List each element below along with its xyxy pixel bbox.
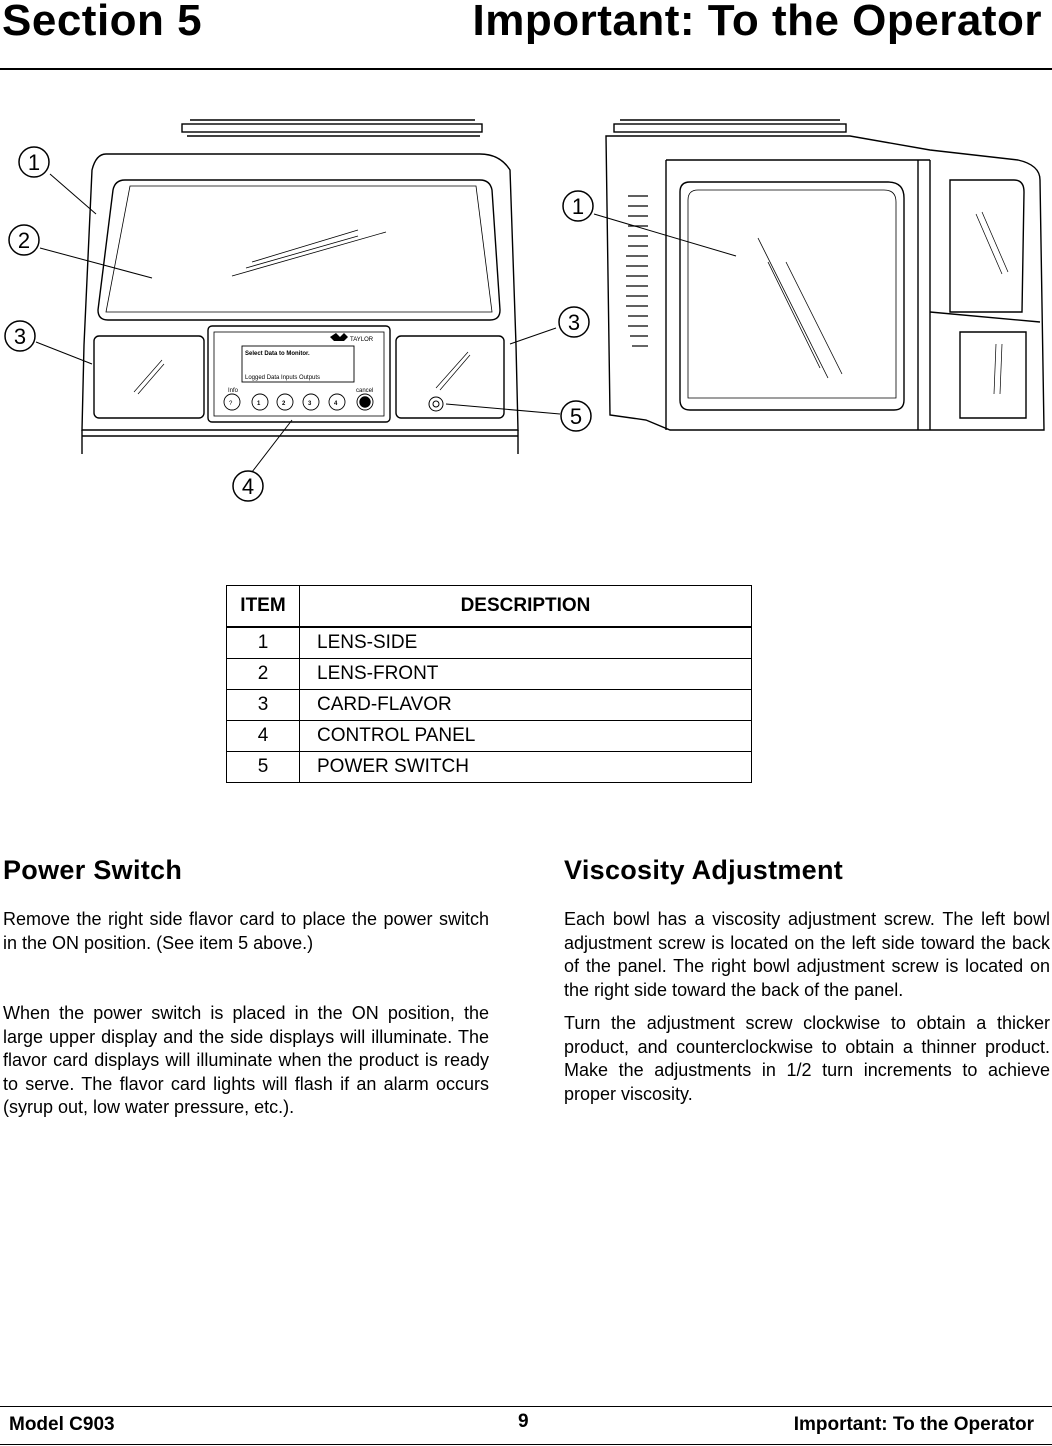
footer-rule (0, 1406, 1052, 1407)
callout-3-left (5, 321, 35, 351)
item-number: 2 (227, 659, 300, 690)
side-lens (680, 182, 904, 410)
page-footer (0, 1406, 1052, 1446)
panel-key-1: 1 (257, 401, 261, 407)
item-description: CONTROL PANEL (300, 721, 752, 752)
panel-key-4: 4 (334, 401, 338, 407)
callout-1-side (563, 191, 593, 221)
svg-text:5: 5 (569, 404, 583, 429)
callout-2 (9, 225, 39, 255)
left-flavor-card (94, 336, 204, 418)
footer-model: Model C903 (9, 1414, 115, 1435)
front-body (82, 154, 518, 430)
viscosity-section (564, 855, 1050, 1106)
item-number: 3 (227, 690, 300, 721)
panel-brand: TAYLOR (350, 337, 374, 343)
side-vents (626, 196, 648, 346)
section-title: Important: To the Operator (472, 0, 1042, 45)
item-description: POWER SWITCH (300, 752, 752, 783)
item-description-table (226, 585, 752, 783)
section-number: Section 5 (2, 0, 203, 45)
svg-text:1: 1 (571, 194, 585, 219)
table-row (227, 690, 752, 721)
table-header-row (227, 586, 752, 628)
svg-text:1: 1 (27, 150, 41, 175)
side-view (606, 120, 1044, 430)
callouts (5, 147, 593, 501)
callout-1-front (19, 147, 49, 177)
panel-display-line1: Select Data to Monitor. (245, 351, 310, 357)
item-number: 4 (227, 721, 300, 752)
table-row (227, 659, 752, 690)
panel-key-2: 2 (282, 401, 286, 407)
svg-text:2: 2 (17, 228, 31, 253)
footer-title: Important: To the Operator (793, 1414, 1034, 1435)
right-flavor-card (396, 336, 504, 418)
svg-text:4: 4 (241, 474, 255, 499)
callout-4 (233, 471, 263, 501)
side-top-rail (614, 124, 846, 132)
item-description: LENS-FRONT (300, 659, 752, 690)
item-description: CARD-FLAVOR (300, 690, 752, 721)
viscosity-paragraph-2: Turn the adjustment screw clockwise to obtain a thicker product, and counterclockwise to obtain a thinner product. Make the adjustments in 1/2 turn increments to achieve proper viscosity. (564, 1013, 1050, 1104)
power-switch-section (3, 855, 489, 1120)
item-header: ITEM (227, 586, 300, 628)
panel-help-key: ? (229, 401, 233, 407)
description-header: DESCRIPTION (300, 586, 752, 628)
item-number: 1 (227, 627, 300, 659)
front-view (82, 120, 518, 454)
taylor-crown-icon (330, 333, 348, 341)
machine-diagram (0, 100, 1052, 520)
item-description: LENS-SIDE (300, 627, 752, 659)
svg-text:3: 3 (13, 324, 27, 349)
power-switch-paragraph-1: Remove the right side flavor card to place the power switch in the ON position. (See item 5 above.) (3, 909, 489, 953)
panel-info-label: Info (228, 388, 239, 394)
header-rule (0, 68, 1052, 70)
front-lens (98, 180, 500, 320)
callout-leaders (36, 174, 736, 472)
page-number: 9 (518, 1411, 529, 1432)
callout-3-right (559, 307, 589, 337)
table-row (227, 627, 752, 659)
page-header (0, 0, 1052, 72)
callout-5 (561, 401, 591, 431)
panel-key-3: 3 (308, 401, 312, 407)
front-top-rail (182, 124, 482, 132)
power-switch-heading: Power Switch (3, 855, 183, 885)
viscosity-paragraph-1: Each bowl has a viscosity adjustment screw. The left bowl adjustment screw is located on the left side toward the back of the panel. The right bowl adjustment screw is located on the right side toward the back of the panel. (564, 909, 1050, 1000)
power-switch-paragraph-2: When the power switch is placed in the ON position, the large upper display and the side displays will illuminate. The flavor card displays will illuminate when the product is ready to serve. The flavor card lights will flash if an alarm occurs (syrup out, low water pressure, etc.). (3, 1003, 489, 1117)
svg-text:3: 3 (567, 310, 581, 335)
panel-display-line2: Logged Data Inputs Outputs (245, 375, 321, 381)
footer-bottom-rule (0, 1444, 1052, 1445)
table-row (227, 752, 752, 783)
viscosity-heading: Viscosity Adjustment (564, 855, 844, 885)
item-number: 5 (227, 752, 300, 783)
table-row (227, 721, 752, 752)
panel-cancel-label: cancel (356, 388, 374, 394)
